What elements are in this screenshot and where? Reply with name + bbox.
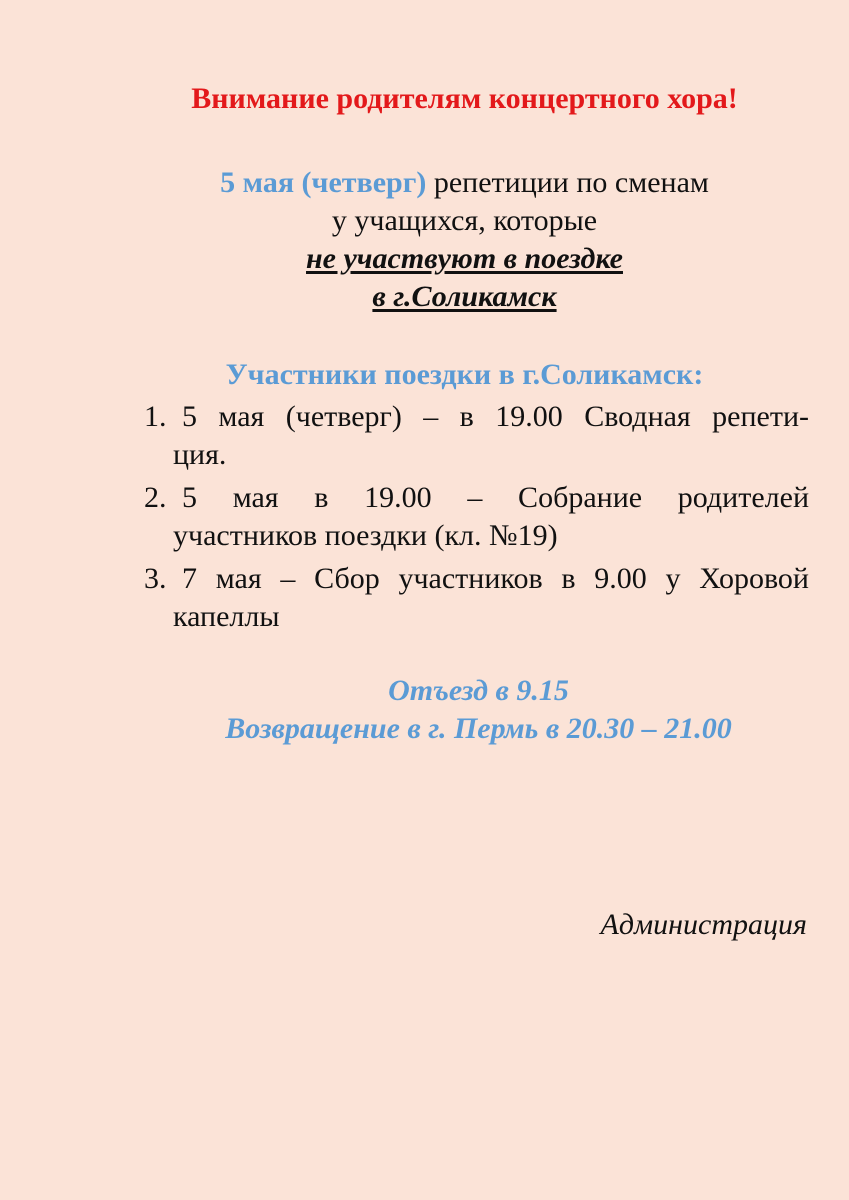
list-item-text: 7 мая – Сбор участников в 9.00 у Хоровой [182, 562, 809, 595]
notice-city: в г.Соликамск [372, 280, 557, 313]
list-item-continuation: ция. [173, 438, 227, 471]
notice-date: 5 мая (четверг) [220, 166, 427, 199]
list-item-number: 3. [144, 562, 167, 595]
list-item-number: 2. [144, 481, 167, 514]
notice-line-1-text: репетиции по сменам [426, 166, 709, 199]
rehearsal-notice [0, 164, 849, 316]
list-item-continuation: капеллы [173, 600, 280, 633]
notice-not-participating: не участвуют в поездке [306, 242, 623, 275]
notice-line-3 [80, 240, 849, 278]
departure-info [0, 672, 849, 748]
notice-line-1 [80, 164, 849, 202]
announcement-title: Внимание родителям концертного хора! [191, 82, 738, 115]
list-item [144, 560, 809, 636]
list-item [144, 479, 809, 555]
notice-line-2: у учащихся, которые [331, 204, 598, 237]
signature: Администрация [600, 908, 807, 941]
list-item [144, 398, 809, 474]
return-time: Возвращение в г. Пермь в 20.30 – 21.00 [225, 712, 732, 745]
list-item-text: 5 мая в 19.00 – Собрание родителей [182, 481, 809, 514]
list-item-number: 1. [144, 400, 167, 433]
participants-list [144, 398, 809, 641]
departure-time: Отъезд в 9.15 [388, 674, 569, 707]
participants-heading: Участники поездки в г.Соликамск: [225, 358, 704, 391]
list-item-continuation: участников поездки (кл. №19) [173, 519, 558, 552]
list-item-text: 5 мая (четверг) – в 19.00 Сводная репети- [182, 400, 809, 433]
notice-line-4 [80, 278, 849, 316]
